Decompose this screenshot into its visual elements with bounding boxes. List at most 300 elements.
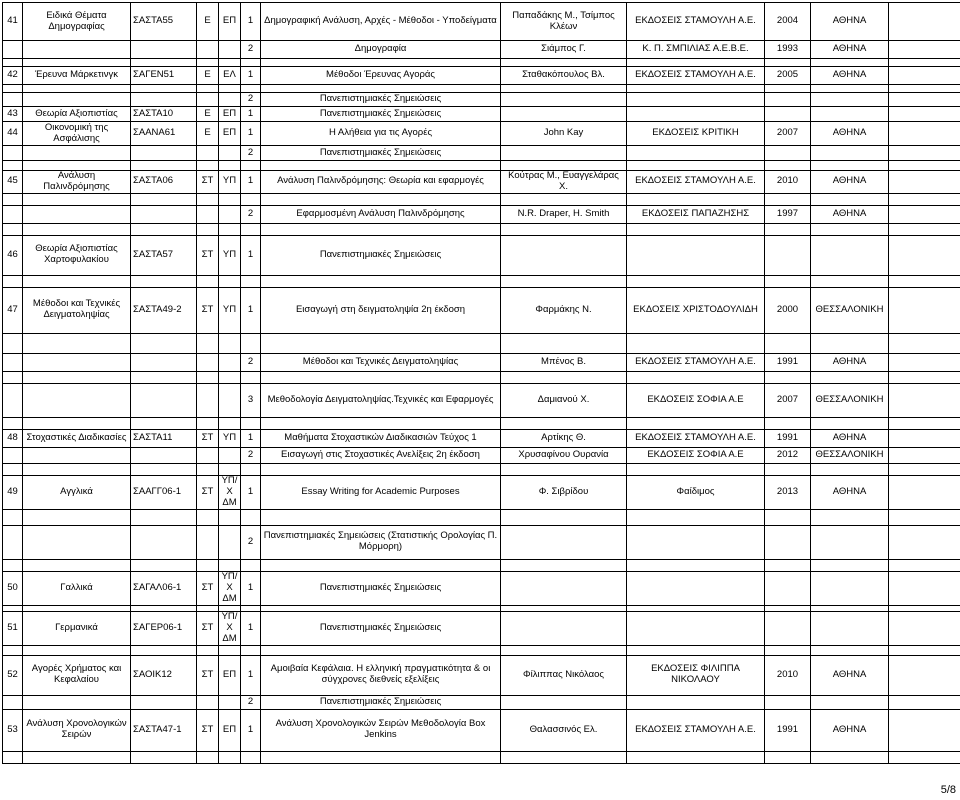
- row-number: [3, 205, 23, 223]
- book-year: [765, 571, 811, 605]
- course-name: [23, 447, 131, 463]
- course-code: [131, 645, 197, 655]
- course-name: [23, 93, 131, 107]
- course-type: [197, 417, 219, 429]
- course-category: [219, 353, 241, 371]
- table-row: [3, 611, 960, 645]
- course-name: [23, 751, 131, 763]
- book-title: Μεθοδολογία Δειγματοληψίας.Τεχνικές και Εφαρμογές: [261, 383, 501, 417]
- row-number: [3, 93, 23, 107]
- course-type: ΣΤ: [197, 171, 219, 194]
- book-rank: [241, 645, 261, 655]
- empty-cell: [889, 287, 960, 333]
- empty-cell: [889, 371, 960, 383]
- table-row: [3, 645, 960, 655]
- book-title: [261, 275, 501, 287]
- book-title: Μέθοδοι Έρευνας Αγοράς: [261, 67, 501, 85]
- book-publisher: [627, 559, 765, 571]
- book-year: 2012: [765, 447, 811, 463]
- course-code: [131, 509, 197, 525]
- course-type: ΣΤ: [197, 235, 219, 275]
- textbook-table: [2, 2, 960, 764]
- course-category: ΥΠ: [219, 287, 241, 333]
- course-type: ΣΤ: [197, 429, 219, 447]
- course-type: ΣΤ: [197, 709, 219, 751]
- book-publisher: ΕΚΔΟΣΕΙΣ ΣΟΦΙΑ Α.Ε: [627, 383, 765, 417]
- course-category: ΥΠ: [219, 429, 241, 447]
- book-city: ΘΕΣΣΑΛΟΝΙΚΗ: [811, 383, 889, 417]
- book-year: [765, 645, 811, 655]
- book-title: Πανεπιστημιακές Σημειώσεις (Στατιστικής Ορολογίας Π. Μόρμορη): [261, 525, 501, 559]
- course-code: [131, 59, 197, 67]
- row-number: [3, 85, 23, 93]
- empty-cell: [889, 655, 960, 695]
- table-row: [3, 655, 960, 695]
- course-code: [131, 447, 197, 463]
- empty-cell: [889, 85, 960, 93]
- empty-cell: [889, 93, 960, 107]
- book-author: Δαμιανού Χ.: [501, 383, 627, 417]
- book-publisher: [627, 85, 765, 93]
- table-row: [3, 146, 960, 161]
- book-author: Σιάμπος Γ.: [501, 41, 627, 59]
- table-row: [3, 475, 960, 509]
- book-rank: 1: [241, 475, 261, 509]
- table-body: [3, 3, 960, 764]
- book-city: ΑΘΗΝΑ: [811, 429, 889, 447]
- course-code: [131, 223, 197, 235]
- book-author: [501, 193, 627, 205]
- empty-cell: [889, 59, 960, 67]
- book-author: [501, 509, 627, 525]
- book-city: [811, 107, 889, 122]
- book-rank: 1: [241, 655, 261, 695]
- course-type: Ε: [197, 67, 219, 85]
- course-type: Ε: [197, 107, 219, 122]
- book-publisher: [627, 509, 765, 525]
- book-year: [765, 333, 811, 353]
- book-author: Φίλιππας Νικόλαος: [501, 655, 627, 695]
- course-code: ΣΑΑΓΓ06-1: [131, 475, 197, 509]
- book-rank: 2: [241, 447, 261, 463]
- book-year: [765, 695, 811, 709]
- course-name: [23, 383, 131, 417]
- course-category: [219, 205, 241, 223]
- course-code: [131, 353, 197, 371]
- empty-cell: [889, 235, 960, 275]
- book-rank: [241, 371, 261, 383]
- book-year: [765, 107, 811, 122]
- book-author: [501, 751, 627, 763]
- row-number: 45: [3, 171, 23, 194]
- book-rank: 1: [241, 571, 261, 605]
- course-type: [197, 205, 219, 223]
- table-row: [3, 3, 960, 41]
- course-category: ΕΠ: [219, 107, 241, 122]
- book-city: [811, 463, 889, 475]
- course-code: [131, 41, 197, 59]
- book-rank: [241, 223, 261, 235]
- empty-cell: [889, 417, 960, 429]
- book-author: Χρυσαφίνου Ουρανία: [501, 447, 627, 463]
- book-author: Θαλασσινός Ελ.: [501, 709, 627, 751]
- row-number: [3, 447, 23, 463]
- course-type: ΣΤ: [197, 287, 219, 333]
- course-name: [23, 193, 131, 205]
- book-city: ΑΘΗΝΑ: [811, 171, 889, 194]
- book-title: Εισαγωγή στις Στοχαστικές Ανελίξεις 2η έκδοση: [261, 447, 501, 463]
- book-rank: [241, 59, 261, 67]
- book-city: ΑΘΗΝΑ: [811, 475, 889, 509]
- empty-cell: [889, 3, 960, 41]
- book-city: [811, 223, 889, 235]
- course-name: [23, 695, 131, 709]
- book-rank: 2: [241, 525, 261, 559]
- row-number: [3, 223, 23, 235]
- book-title: Πανεπιστημιακές Σημειώσεις: [261, 107, 501, 122]
- table-row: [3, 85, 960, 93]
- book-city: [811, 235, 889, 275]
- book-author: Φ. Σιβρίδου: [501, 475, 627, 509]
- book-publisher: [627, 193, 765, 205]
- book-publisher: [627, 223, 765, 235]
- course-name: [23, 223, 131, 235]
- table-row: [3, 751, 960, 763]
- course-type: [197, 223, 219, 235]
- book-year: [765, 146, 811, 161]
- empty-cell: [889, 353, 960, 371]
- book-city: [811, 59, 889, 67]
- book-author: [501, 333, 627, 353]
- book-author: John Kay: [501, 122, 627, 146]
- course-name: [23, 275, 131, 287]
- course-name: [23, 559, 131, 571]
- book-publisher: [627, 235, 765, 275]
- course-type: [197, 447, 219, 463]
- page-number: 5/8: [940, 784, 956, 796]
- table-row: [3, 509, 960, 525]
- course-category: [219, 161, 241, 171]
- book-year: [765, 85, 811, 93]
- book-publisher: [627, 695, 765, 709]
- book-rank: 1: [241, 611, 261, 645]
- empty-cell: [889, 107, 960, 122]
- course-category: [219, 41, 241, 59]
- course-category: ΥΠ/Χ ΔΜ: [219, 475, 241, 509]
- book-author: [501, 463, 627, 475]
- course-type: [197, 525, 219, 559]
- course-type: ΣΤ: [197, 611, 219, 645]
- book-year: 2004: [765, 3, 811, 41]
- course-category: [219, 447, 241, 463]
- book-year: [765, 509, 811, 525]
- book-publisher: ΕΚΔΟΣΕΙΣ ΧΡΙΣΤΟΔΟΥΛΙΔΗ: [627, 287, 765, 333]
- book-title: Πανεπιστημιακές Σημειώσεις: [261, 146, 501, 161]
- book-title: [261, 463, 501, 475]
- book-city: [811, 751, 889, 763]
- table-row: [3, 107, 960, 122]
- course-category: [219, 85, 241, 93]
- row-number: 52: [3, 655, 23, 695]
- book-author: Παπαδάκης Μ., Τσίμπος Κλέων: [501, 3, 627, 41]
- book-publisher: [627, 107, 765, 122]
- row-number: [3, 509, 23, 525]
- book-title: [261, 59, 501, 67]
- book-title: Δημογραφική Ανάλυση, Αρχές - Μέθοδοι - Υποδείγματα: [261, 3, 501, 41]
- table-row: [3, 161, 960, 171]
- book-rank: 1: [241, 67, 261, 85]
- course-name: Ειδικά Θέματα Δημογραφίας: [23, 3, 131, 41]
- course-name: Θεωρία Αξιοπιστίας: [23, 107, 131, 122]
- book-rank: [241, 509, 261, 525]
- book-publisher: Φαίδιμος: [627, 475, 765, 509]
- book-publisher: ΕΚΔΟΣΕΙΣ ΣΤΑΜΟΥΛΗ Α.Ε.: [627, 67, 765, 85]
- book-rank: 1: [241, 235, 261, 275]
- empty-cell: [889, 611, 960, 645]
- book-year: [765, 223, 811, 235]
- row-number: 44: [3, 122, 23, 146]
- course-category: [219, 193, 241, 205]
- book-publisher: [627, 371, 765, 383]
- table-row: [3, 205, 960, 223]
- book-city: ΑΘΗΝΑ: [811, 205, 889, 223]
- book-year: 2005: [765, 67, 811, 85]
- row-number: 48: [3, 429, 23, 447]
- empty-cell: [889, 559, 960, 571]
- book-publisher: [627, 59, 765, 67]
- empty-cell: [889, 67, 960, 85]
- course-code: ΣΑΣΤΑ06: [131, 171, 197, 194]
- book-publisher: [627, 417, 765, 429]
- course-type: ΣΤ: [197, 571, 219, 605]
- row-number: [3, 146, 23, 161]
- book-year: [765, 161, 811, 171]
- book-rank: [241, 275, 261, 287]
- course-category: [219, 463, 241, 475]
- book-publisher: [627, 146, 765, 161]
- course-category: ΕΠ: [219, 655, 241, 695]
- empty-cell: [889, 275, 960, 287]
- book-rank: [241, 559, 261, 571]
- table-row: [3, 383, 960, 417]
- table-row: [3, 447, 960, 463]
- row-number: [3, 161, 23, 171]
- course-category: [219, 333, 241, 353]
- book-publisher: [627, 751, 765, 763]
- book-title: Δημογραφία: [261, 41, 501, 59]
- row-number: [3, 371, 23, 383]
- book-city: [811, 417, 889, 429]
- course-type: [197, 353, 219, 371]
- book-rank: 1: [241, 171, 261, 194]
- course-type: [197, 645, 219, 655]
- course-type: ΣΤ: [197, 655, 219, 695]
- book-year: [765, 417, 811, 429]
- book-rank: [241, 193, 261, 205]
- course-category: [219, 146, 241, 161]
- row-number: [3, 41, 23, 59]
- course-category: ΕΠ: [219, 122, 241, 146]
- table-row: [3, 695, 960, 709]
- book-city: [811, 333, 889, 353]
- course-type: [197, 463, 219, 475]
- book-author: N.R. Draper, H. Smith: [501, 205, 627, 223]
- course-type: [197, 85, 219, 93]
- book-city: [811, 146, 889, 161]
- book-year: 1991: [765, 709, 811, 751]
- course-category: ΕΠ: [219, 709, 241, 751]
- row-number: [3, 353, 23, 371]
- book-year: 2007: [765, 122, 811, 146]
- empty-cell: [889, 509, 960, 525]
- book-title: [261, 559, 501, 571]
- book-title: [261, 751, 501, 763]
- book-title: Εισαγωγή στη δειγματοληψία 2η έκδοση: [261, 287, 501, 333]
- course-type: Ε: [197, 3, 219, 41]
- book-publisher: ΕΚΔΟΣΕΙΣ ΠΑΠΑΖΗΣΗΣ: [627, 205, 765, 223]
- book-year: 2013: [765, 475, 811, 509]
- course-name: [23, 333, 131, 353]
- row-number: 47: [3, 287, 23, 333]
- book-year: [765, 751, 811, 763]
- book-title: [261, 85, 501, 93]
- table-row: [3, 429, 960, 447]
- book-title: Ανάλυση Χρονολογικών Σειρών Μεθοδολογία Box Jenkins: [261, 709, 501, 751]
- book-year: 2010: [765, 655, 811, 695]
- empty-cell: [889, 41, 960, 59]
- book-year: 1991: [765, 429, 811, 447]
- empty-cell: [889, 571, 960, 605]
- course-category: [219, 559, 241, 571]
- book-author: [501, 611, 627, 645]
- book-author: [501, 275, 627, 287]
- course-category: [219, 645, 241, 655]
- book-rank: 2: [241, 205, 261, 223]
- book-author: Κούτρας Μ., Ευαγγελάρας Χ.: [501, 171, 627, 194]
- table-row: [3, 463, 960, 475]
- course-category: [219, 275, 241, 287]
- book-publisher: Κ. Π. ΣΜΠΙΛΙΑΣ Α.Ε.Β.Ε.: [627, 41, 765, 59]
- book-author: Φαρμάκης Ν.: [501, 287, 627, 333]
- course-type: [197, 146, 219, 161]
- course-type: [197, 333, 219, 353]
- course-name: Οικονομική της Ασφάλισης: [23, 122, 131, 146]
- row-number: 43: [3, 107, 23, 122]
- row-number: 49: [3, 475, 23, 509]
- course-code: ΣΑΓΕΡ06-1: [131, 611, 197, 645]
- course-code: ΣΑΓΕΝ51: [131, 67, 197, 85]
- book-author: [501, 146, 627, 161]
- book-rank: 1: [241, 122, 261, 146]
- course-category: [219, 371, 241, 383]
- book-year: 2010: [765, 171, 811, 194]
- book-city: [811, 371, 889, 383]
- course-category: ΕΠ: [219, 3, 241, 41]
- empty-cell: [889, 205, 960, 223]
- course-name: Θεωρία Αξιοπιστίας Χαρτοφυλακίου: [23, 235, 131, 275]
- book-city: [811, 695, 889, 709]
- book-year: 1997: [765, 205, 811, 223]
- row-number: [3, 525, 23, 559]
- book-title: Πανεπιστημιακές Σημειώσεις: [261, 695, 501, 709]
- course-code: [131, 146, 197, 161]
- course-name: [23, 645, 131, 655]
- table-row: [3, 371, 960, 383]
- book-publisher: [627, 275, 765, 287]
- book-author: [501, 59, 627, 67]
- course-name: [23, 417, 131, 429]
- course-type: [197, 751, 219, 763]
- course-name: [23, 146, 131, 161]
- book-year: [765, 193, 811, 205]
- course-category: ΥΠ/Χ ΔΜ: [219, 571, 241, 605]
- book-title: [261, 645, 501, 655]
- book-publisher: [627, 525, 765, 559]
- row-number: 51: [3, 611, 23, 645]
- course-code: [131, 85, 197, 93]
- course-type: Ε: [197, 122, 219, 146]
- book-title: [261, 193, 501, 205]
- book-year: [765, 371, 811, 383]
- book-city: [811, 161, 889, 171]
- row-number: [3, 59, 23, 67]
- book-publisher: ΕΚΔΟΣΕΙΣ ΣΟΦΙΑ Α.Ε: [627, 447, 765, 463]
- empty-cell: [889, 122, 960, 146]
- row-number: [3, 275, 23, 287]
- row-number: [3, 383, 23, 417]
- course-name: [23, 353, 131, 371]
- table-row: [3, 287, 960, 333]
- book-title: Πανεπιστημιακές Σημειώσεις: [261, 93, 501, 107]
- book-city: ΘΕΣΣΑΛΟΝΙΚΗ: [811, 287, 889, 333]
- book-publisher: ΕΚΔΟΣΕΙΣ ΣΤΑΜΟΥΛΗ Α.Ε.: [627, 3, 765, 41]
- book-author: [501, 417, 627, 429]
- book-publisher: ΕΚΔΟΣΕΙΣ ΦΙΛΙΠΠΑ ΝΙΚΟΛΑΟΥ: [627, 655, 765, 695]
- book-title: Η Αλήθεια για τις Αγορές: [261, 122, 501, 146]
- course-name: Αγγλικά: [23, 475, 131, 509]
- table-row: [3, 67, 960, 85]
- book-title: Αμοιβαία Κεφάλαια. Η ελληνική πραγματικότητα & οι σύγχρονες διεθνείς εξελίξεις: [261, 655, 501, 695]
- book-city: [811, 93, 889, 107]
- book-year: [765, 275, 811, 287]
- book-year: [765, 525, 811, 559]
- empty-cell: [889, 695, 960, 709]
- course-category: [219, 695, 241, 709]
- empty-cell: [889, 171, 960, 194]
- book-title: [261, 509, 501, 525]
- course-name: [23, 85, 131, 93]
- course-code: ΣΑΣΤΑ11: [131, 429, 197, 447]
- book-title: Μέθοδοι και Τεχνικές Δειγματοληψίας: [261, 353, 501, 371]
- table-row: [3, 559, 960, 571]
- course-code: [131, 161, 197, 171]
- book-city: ΑΘΗΝΑ: [811, 709, 889, 751]
- table-row: [3, 417, 960, 429]
- course-name: [23, 205, 131, 223]
- row-number: [3, 559, 23, 571]
- course-code: [131, 525, 197, 559]
- book-rank: 2: [241, 93, 261, 107]
- row-number: [3, 463, 23, 475]
- course-category: [219, 223, 241, 235]
- book-publisher: ΕΚΔΟΣΕΙΣ ΣΤΑΜΟΥΛΗ Α.Ε.: [627, 353, 765, 371]
- course-code: [131, 275, 197, 287]
- empty-cell: [889, 193, 960, 205]
- course-code: [131, 463, 197, 475]
- book-author: [501, 695, 627, 709]
- book-title: [261, 417, 501, 429]
- course-category: ΥΠ: [219, 235, 241, 275]
